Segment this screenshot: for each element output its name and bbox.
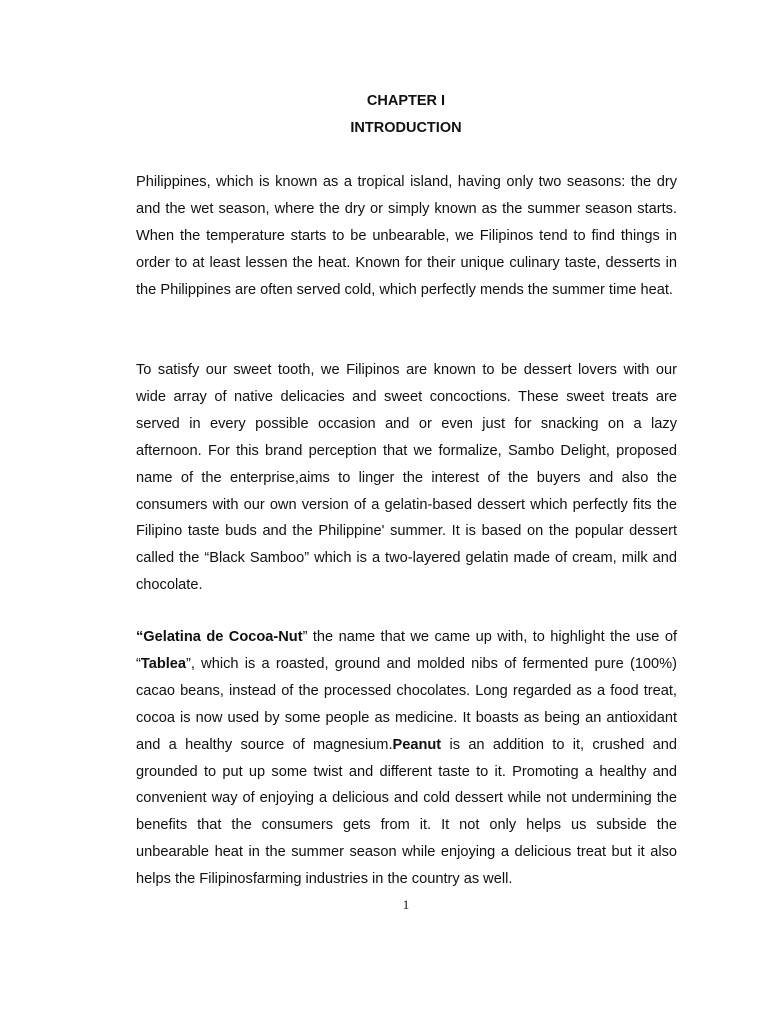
open-quote: “ [136,629,144,645]
paragraph-3-text-2: ”, which is a roasted, ground and molded nibs of fermented pure (100%) cacao beans, instead of the processed chocolates. Long regarded as a food treat, cocoa is now used by some people as medicine. It boasts as being an antioxidant and a healthy source of magnesium. [136,655,677,753]
page-number: 1 [402,897,410,912]
paragraph-3-text-1: ” the name that we came up with, to highlight the use of “ [136,629,677,672]
chapter-title: INTRODUCTION [350,120,462,136]
tablea-term: Tablea [140,655,187,672]
peanut-term: Peanut [392,736,442,753]
product-name: Gelatina de Cocoa-Nut [143,629,303,645]
paragraph-3 [136,624,677,893]
paragraph-3-bold-1 [136,629,303,645]
chapter-heading: CHAPTER I [366,93,446,109]
paragraph-3-text-3: is an addition to it, crushed and grounded to put up some twist and different taste to it. Promoting a healthy and convenient way of enjoying a delicious and cold dessert while not undermining the benefits that the consumers gets from it. It not only helps us subside the unbearable heat in the summer season while enjoying a delicious treat but it also helps the Filipinosfarming industries in the country as well. [136,736,677,888]
paragraph-1: Philippines, which is known as a tropical island, having only two seasons: the dry and the wet season, where the dry or simply known as the summer season starts. When the temperature starts to be unbearable, we Filipinos tend to find things in order to at least lessen the heat. Known for their unique culinary taste, desserts in the Philippines are often served cold, which perfectly mends the summer time heat. [136,174,677,298]
paragraph-2: To satisfy our sweet tooth, we Filipinos are known to be dessert lovers with our wide array of native delicacies and sweet concoctions. These sweet treats are served in every possible occasion and or even just for snacking on a lazy afternoon. For this brand perception that we formalize, Sambo Delight, proposed name of the enterprise,aims to linger the interest of the buyers and also the consumers with our own version of a gelatin-based dessert which perfectly fits the Filipino taste buds and the Philippine' summer. It is based on the popular dessert called the “Black Samboo” which is a two-layered gelatin made of cream, milk and chocolate. [136,362,677,594]
